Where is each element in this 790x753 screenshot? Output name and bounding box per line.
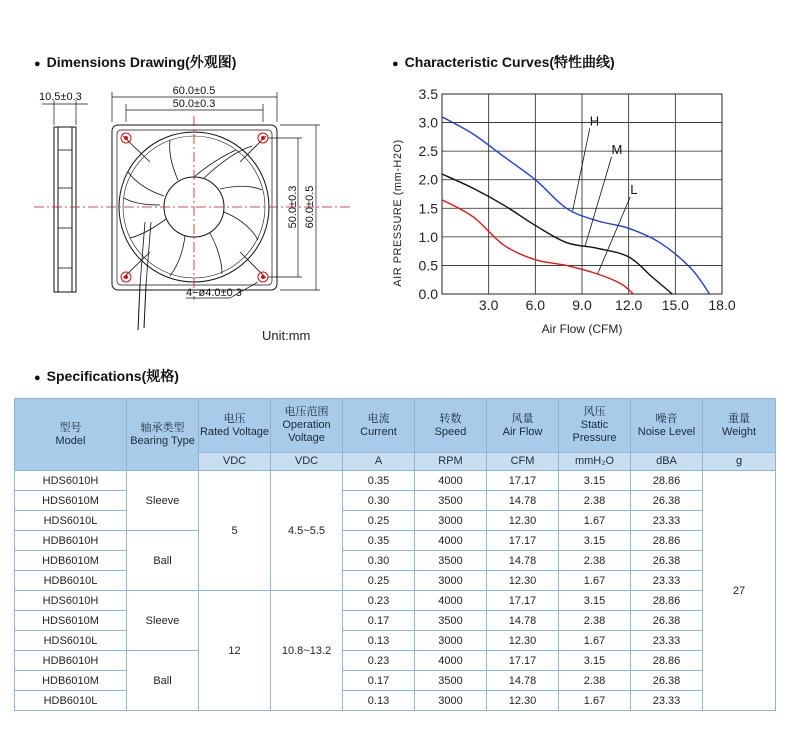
unit-cell: VDC	[271, 453, 343, 471]
air-flow-cell: 14.78	[487, 671, 559, 691]
x-tick-label: 3.0	[478, 297, 499, 313]
x-axis-label: Air Flow (CFM)	[541, 322, 623, 336]
current-cell: 0.23	[343, 591, 415, 611]
speed-cell: 3000	[415, 631, 487, 651]
noise-cell: 28.86	[631, 591, 703, 611]
speed-cell: 3000	[415, 571, 487, 591]
model-cell: HDS6010H	[15, 471, 127, 491]
air-flow-cell: 17.17	[487, 531, 559, 551]
table-row	[15, 651, 776, 671]
header-cn: 型号	[59, 421, 82, 434]
current-cell: 0.30	[343, 551, 415, 571]
speed-cell: 4000	[415, 531, 487, 551]
dimensions-drawing-title	[34, 52, 236, 72]
header-0	[15, 399, 127, 471]
speed-cell: 3000	[415, 691, 487, 711]
rated-voltage-cell: 5	[199, 471, 271, 591]
x-tick-label: 15.0	[661, 297, 689, 313]
static-pressure-cell: 1.67	[559, 511, 631, 531]
model-cell: HDS6010L	[15, 511, 127, 531]
speed-cell: 3500	[415, 491, 487, 511]
model-cell: HDS6010M	[15, 491, 127, 511]
noise-cell: 26.38	[631, 551, 703, 571]
current-cell: 0.30	[343, 491, 415, 511]
header-cn: 电压范围	[284, 406, 329, 418]
model-cell: HDB6010H	[15, 531, 127, 551]
series-label-H: H	[589, 113, 600, 129]
speed-cell: 3000	[415, 511, 487, 531]
speed-cell: 3500	[415, 551, 487, 571]
static-pressure-cell: 3.15	[559, 651, 631, 671]
unit-cell: mmH₂O	[559, 453, 631, 471]
header-en: Current	[360, 425, 397, 438]
fan-side-view	[54, 127, 76, 292]
noise-cell: 23.33	[631, 571, 703, 591]
static-pressure-cell: 3.15	[559, 591, 631, 611]
air-flow-cell: 17.17	[487, 651, 559, 671]
air-flow-cell: 17.17	[487, 471, 559, 491]
header-cn: 重量	[728, 412, 750, 425]
model-cell: HDS6010H	[15, 591, 127, 611]
static-pressure-cell: 1.67	[559, 571, 631, 591]
unit-cell: g	[703, 453, 776, 471]
unit-cell: A	[343, 453, 415, 471]
header-cn: 电流	[367, 412, 390, 425]
model-cell: HDB6010L	[15, 571, 127, 591]
header-1	[127, 399, 199, 471]
header-cn: 转数	[439, 412, 462, 425]
hole-diameter-dimension: 4−ø4.0±0.3	[186, 287, 242, 299]
curves-title-text: Characteristic Curves(特性曲线)	[404, 54, 615, 70]
model-cell: HDB6010M	[15, 671, 127, 691]
noise-cell: 28.86	[631, 651, 703, 671]
current-cell: 0.35	[343, 471, 415, 491]
y-tick-label: 3.5	[418, 86, 438, 102]
y-tick-label: 1.5	[418, 200, 438, 217]
characteristic-curves-chart	[380, 80, 780, 345]
model-cell: HDB6010M	[15, 551, 127, 571]
static-pressure-cell: 2.38	[559, 671, 631, 691]
y-tick-label: 0.0	[418, 286, 438, 302]
air-flow-cell: 12.30	[487, 631, 559, 651]
specifications-title	[34, 366, 179, 386]
current-cell: 0.17	[343, 611, 415, 631]
static-pressure-cell: 3.15	[559, 471, 631, 491]
current-cell: 0.13	[343, 691, 415, 711]
header-7	[559, 399, 631, 453]
unit-cell: dBA	[631, 453, 703, 471]
weight-cell: 27	[703, 471, 776, 711]
x-tick-label: 6.0	[525, 297, 546, 313]
noise-cell: 26.38	[631, 611, 703, 631]
static-pressure-cell: 2.38	[559, 611, 631, 631]
y-axis-label: AIR PRESSURE (mm-H2O)	[392, 139, 404, 287]
y-tick-label: 2.5	[418, 143, 438, 160]
air-flow-cell: 17.17	[487, 591, 559, 611]
bullet-icon: ●	[392, 58, 399, 70]
current-cell: 0.25	[343, 571, 415, 591]
air-flow-cell: 12.30	[487, 691, 559, 711]
header-9	[703, 399, 776, 453]
characteristic-curves-title	[392, 52, 615, 72]
header-cn: 电压	[223, 412, 246, 425]
static-pressure-cell: 1.67	[559, 691, 631, 711]
header-cn: 轴承类型	[140, 421, 185, 434]
header-3	[271, 399, 343, 453]
hole-spacing-vertical-dimension: 50.0±0.3	[287, 185, 299, 229]
noise-cell: 26.38	[631, 491, 703, 511]
header-en: Rated Voltage	[199, 425, 270, 438]
static-pressure-cell: 3.15	[559, 531, 631, 551]
header-en: Weight	[721, 425, 757, 438]
header-cn: 风量	[511, 412, 534, 425]
speed-cell: 4000	[415, 651, 487, 671]
y-tick-label: 0.5	[418, 257, 438, 274]
current-cell: 0.23	[343, 651, 415, 671]
static-pressure-cell: 2.38	[559, 491, 631, 511]
noise-cell: 23.33	[631, 511, 703, 531]
dimensions-title-text: Dimensions Drawing(外观图)	[46, 54, 237, 70]
noise-cell: 28.86	[631, 471, 703, 491]
unit-cell: VDC	[199, 453, 271, 471]
rated-voltage-cell: 12	[199, 591, 271, 711]
header-6	[487, 399, 559, 453]
speed-cell: 4000	[415, 471, 487, 491]
x-tick-label: 12.0	[615, 297, 643, 313]
noise-cell: 26.38	[631, 671, 703, 691]
model-cell: HDB6010L	[15, 691, 127, 711]
header-en: Operation Voltage	[282, 419, 331, 444]
speed-cell: 3500	[415, 611, 487, 631]
y-tick-label: 1.0	[418, 228, 438, 245]
air-flow-cell: 14.78	[487, 551, 559, 571]
unit-label: Unit:mm	[262, 328, 311, 343]
outer-height-dimension: 60.0±0.5	[304, 185, 316, 229]
table-row	[15, 471, 776, 491]
air-flow-cell: 14.78	[487, 491, 559, 511]
operation-voltage-cell: 10.8~13.2	[271, 591, 343, 711]
bullet-icon: ●	[34, 58, 41, 70]
header-8	[631, 399, 703, 453]
y-tick-label: 2.0	[418, 171, 438, 188]
hole-spacing-dimension: 50.0±0.3	[172, 98, 216, 110]
header-en: Noise Level	[637, 425, 696, 438]
bearing-cell: Sleeve	[127, 471, 199, 531]
noise-cell: 23.33	[631, 691, 703, 711]
series-label-L: L	[630, 181, 638, 197]
model-cell: HDB6010H	[15, 651, 127, 671]
header-2	[199, 399, 271, 453]
bullet-icon: ●	[34, 372, 41, 384]
y-tick-label: 3.0	[418, 114, 438, 131]
header-en: Static Pressure	[572, 419, 617, 444]
series-line-L	[442, 200, 633, 294]
static-pressure-cell: 1.67	[559, 631, 631, 651]
header-en: Speed	[434, 425, 467, 438]
x-tick-label: 9.0	[572, 297, 592, 313]
air-flow-cell: 12.30	[487, 571, 559, 591]
specifications-table	[14, 398, 776, 711]
header-en: Model	[55, 434, 86, 447]
header-en: Air Flow	[502, 425, 543, 438]
series-line-M	[442, 174, 672, 294]
model-cell: HDS6010M	[15, 611, 127, 631]
series-leader-H	[573, 128, 590, 211]
series-leader-M	[585, 157, 611, 246]
thickness-dimension: 10.5±0.3	[39, 91, 82, 103]
noise-cell: 23.33	[631, 631, 703, 651]
header-cn: 风压	[583, 406, 606, 418]
header-en: Bearing Type	[130, 434, 195, 447]
air-flow-cell: 14.78	[487, 611, 559, 631]
unit-cell: RPM	[415, 453, 487, 471]
speed-cell: 4000	[415, 591, 487, 611]
air-flow-cell: 12.30	[487, 511, 559, 531]
speed-cell: 3500	[415, 671, 487, 691]
x-tick-label: 18.0	[708, 297, 736, 313]
current-cell: 0.13	[343, 631, 415, 651]
model-cell: HDS6010L	[15, 631, 127, 651]
bearing-cell: Ball	[127, 651, 199, 711]
fan-dimension-drawing	[0, 70, 380, 340]
current-cell: 0.35	[343, 531, 415, 551]
unit-cell: CFM	[487, 453, 559, 471]
outer-width-dimension: 60.0±0.5	[172, 85, 216, 97]
table-row	[15, 591, 776, 611]
static-pressure-cell: 2.38	[559, 551, 631, 571]
current-cell: 0.17	[343, 671, 415, 691]
header-cn: 噪音	[655, 412, 678, 425]
noise-cell: 28.86	[631, 531, 703, 551]
header-5	[415, 399, 487, 453]
bearing-cell: Ball	[127, 531, 199, 591]
current-cell: 0.25	[343, 511, 415, 531]
operation-voltage-cell: 4.5~5.5	[271, 471, 343, 591]
bearing-cell: Sleeve	[127, 591, 199, 651]
table-row	[15, 531, 776, 551]
header-4	[343, 399, 415, 453]
specs-title-text: Specifications(规格)	[46, 368, 179, 384]
series-label-M: M	[611, 141, 623, 157]
